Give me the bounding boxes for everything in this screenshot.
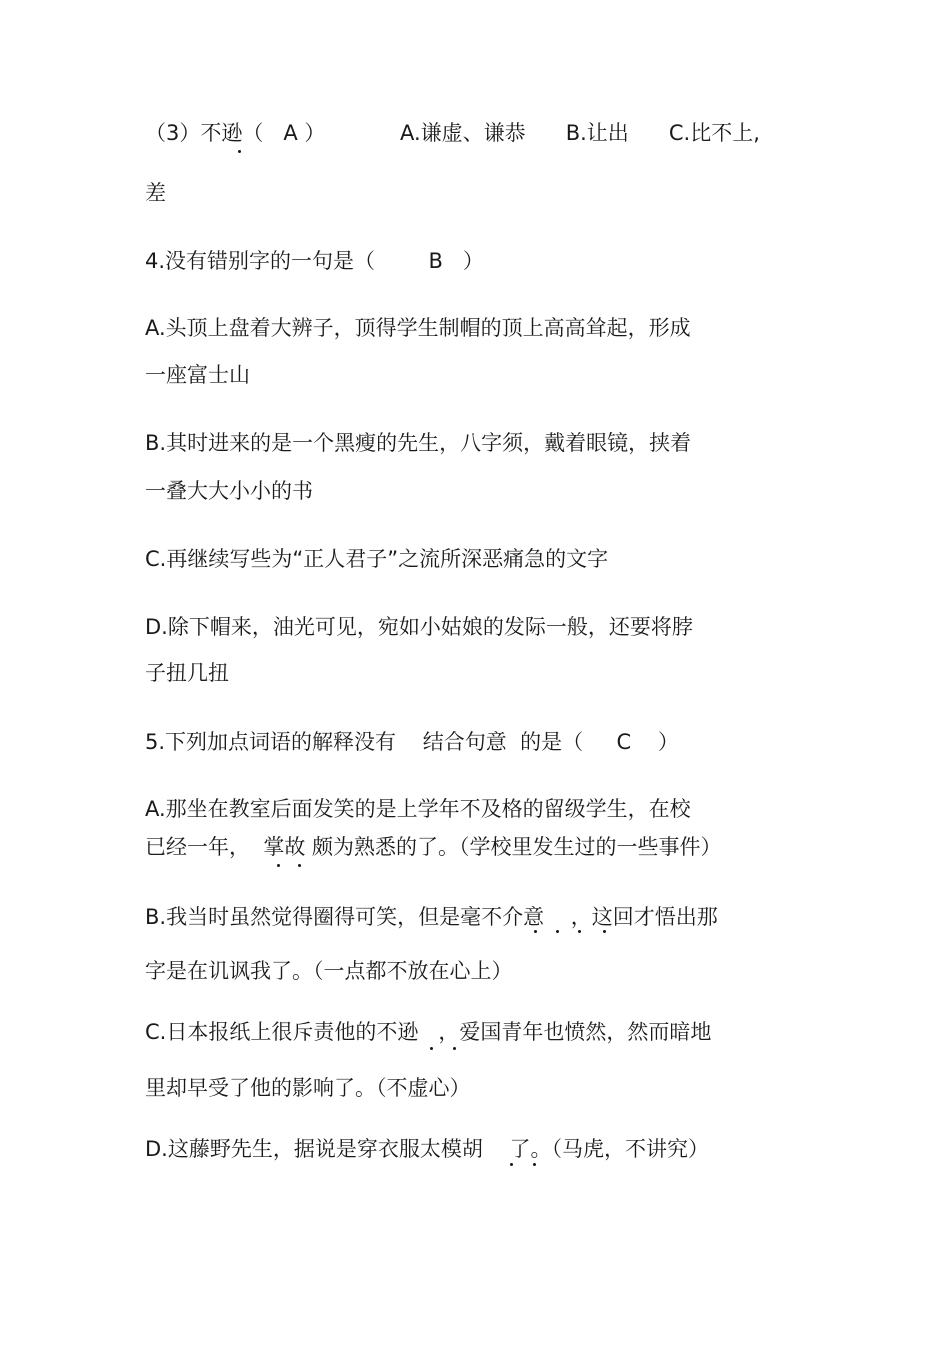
- q4-option-b-line2: 一叠大大小小的书: [145, 479, 313, 503]
- q3-options: A.谦虚、谦恭 B.让出 C.比不上,: [400, 121, 760, 145]
- q4-option-d-line1: D.除下帽来，油光可见，宛如小姑娘的发际一般，还要将脖: [145, 615, 693, 639]
- emphasis-dot: [533, 1163, 536, 1166]
- q5-option-b-line2: 字是在讥讽我了。（一点都不放在心上）: [145, 959, 513, 983]
- emphasis-dot: [453, 1047, 456, 1050]
- emphasis-dot: [534, 930, 537, 933]
- emphasis-dot: [578, 930, 581, 933]
- q5-option-c-line1: C.日本报纸上很斥责他的不逊 ，爱国青年也愤然，然而暗地: [145, 1020, 712, 1044]
- q3-line: （3）不逊（ A ）: [145, 121, 326, 145]
- emphasis-dot: [298, 864, 301, 867]
- emphasis-dot: [277, 864, 280, 867]
- emphasis-dot: [556, 930, 559, 933]
- emphasis-dot: [430, 1047, 433, 1050]
- q5-option-b-line1: B.我当时虽然觉得圈得可笑，但是毫不介意 ，这回才悟出那: [145, 905, 718, 929]
- q5-option-c-line2: 里却早受了他的影响了。（不虚心）: [145, 1076, 471, 1100]
- q5-option-a-line2: 已经一年， 掌故 颇为熟悉的了。（学校里发生过的一些事件）: [145, 835, 722, 859]
- q5-stem: 5.下列加点词语的解释没有 结合句意 的是（ C ）: [145, 730, 679, 754]
- emphasis-dot: [603, 930, 606, 933]
- q3-continuation: 差: [145, 181, 166, 205]
- q4-option-c-line1: C.再继续写些为“正人君子”之流所深恶痛急的文字: [145, 547, 609, 571]
- q4-option-d-line2: 子扭几扭: [145, 661, 229, 685]
- q5-option-a-line1: A.那坐在教室后面发笑的是上学年不及格的留级学生，在校: [145, 797, 691, 821]
- emphasis-dot: [238, 150, 241, 153]
- emphasis-dot: [510, 1163, 513, 1166]
- q4-option-b-line1: B.其时进来的是一个黑瘦的先生，八字须，戴着眼镜，挟着: [145, 431, 692, 455]
- q4-option-a-line2: 一座富士山: [145, 363, 250, 387]
- q4-stem: 4.没有错别字的一句是（ B ）: [145, 249, 484, 273]
- q5-option-d-line1: D.这藤野先生，据说是穿衣服太模胡 了。（马虎，不讲究）: [145, 1137, 710, 1161]
- q4-option-a-line1: A.头顶上盘着大辨子，顶得学生制帽的顶上高高耸起，形成: [145, 316, 691, 340]
